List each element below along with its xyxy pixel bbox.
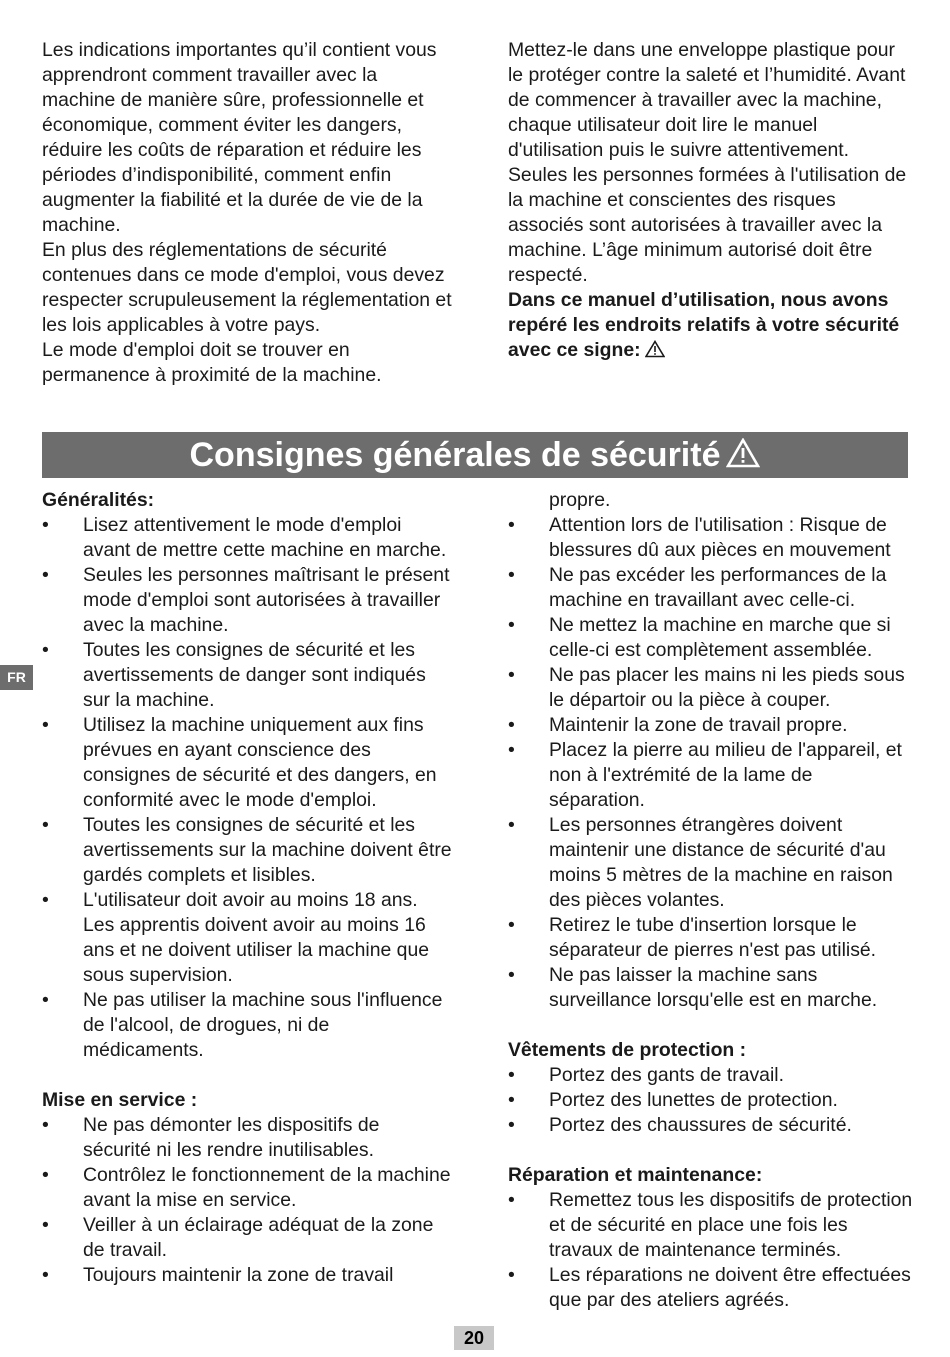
list-item: • Les personnes étrangères doivent maintenir une distance de sécurité d'au moins 5 mètres de la machine en raison des pièces volantes. <box>508 813 913 913</box>
main-right-column <box>508 488 913 1313</box>
list-item: • L'utilisateur doit avoir au moins 18 ans. Les apprentis doivent avoir au moins 16 ans et ne doivent utiliser la machine que sous supervision. <box>42 888 452 988</box>
page-number: 20 <box>454 1326 494 1350</box>
intro-left-column <box>42 38 452 388</box>
list-item: • Placez la pierre au milieu de l'appareil, et non à l'extrémité de la lame de séparation. <box>508 738 913 813</box>
list-item: • Contrôlez le fonctionnement de la machine avant la mise en service. <box>42 1163 452 1213</box>
section-heading-mise-en-service: Mise en service : <box>42 1089 198 1111</box>
list-item: • Ne pas démonter les dispositifs de sécurité ni les rendre inutilisables. <box>42 1113 452 1163</box>
list-item: • Portez des gants de travail. <box>508 1063 913 1088</box>
warning-triangle-icon <box>726 438 760 468</box>
intro-paragraph: Seules les personnes formées à l'utilisation de la machine et conscientes des risques associés sont autorisées à travailler avec la machine. L’âge minimum autorisé doit être respecté. <box>508 164 907 286</box>
list-item: • Les réparations ne doivent être effectuées que par des ateliers agréés. <box>508 1263 913 1313</box>
intro-right-column <box>508 38 913 363</box>
list-item: • Toutes les consignes de sécurité et les avertissements de danger sont indiqués sur la machine. <box>42 638 452 713</box>
section-heading-generalites: Généralités: <box>42 489 155 511</box>
list-item: • Remettez tous les dispositifs de protection et de sécurité en place une fois les travaux de maintenance terminés. <box>508 1188 913 1263</box>
list-item: • Utilisez la machine uniquement aux fins prévues en ayant conscience des consignes de sécurité et des dangers, en conformité avec le mode d'emploi. <box>42 713 452 813</box>
list-item: • Ne pas placer les mains ni les pieds sous le départoir ou la pièce à couper. <box>508 663 913 713</box>
list-item: • Seules les personnes maîtrisant le présent mode d'emploi sont autorisées à travailler avec la machine. <box>42 563 452 638</box>
section-heading-vetements: Vêtements de protection : <box>508 1039 747 1061</box>
list-item: • Ne mettez la machine en marche que si celle-ci est complètement assemblée. <box>508 613 913 663</box>
list-item: • Ne pas excéder les performances de la machine en travaillant avec celle-ci. <box>508 563 913 613</box>
mise-en-service-list-continued <box>508 513 913 1013</box>
vetements-list <box>508 1063 913 1138</box>
list-item: • Veiller à un éclairage adéquat de la zone de travail. <box>42 1213 452 1263</box>
list-item: • Ne pas laisser la machine sans surveillance lorsqu'elle est en marche. <box>508 963 913 1013</box>
list-item: • Ne pas utiliser la machine sous l'influence de l'alcool, de drogues, ni de médicaments. <box>42 988 452 1063</box>
safety-sign-note-text: Dans ce manuel d’utilisation, nous avons repéré les endroits relatifs à votre sécurité avec ce signe: <box>508 289 900 361</box>
banner-title: Consignes générales de sécurité <box>189 436 721 474</box>
generalites-list <box>42 513 452 1063</box>
language-tab: FR <box>0 665 33 690</box>
list-item: • Attention lors de l'utilisation : Risque de blessures dû aux pièces en mouvement <box>508 513 913 563</box>
list-item: • Lisez attentivement le mode d'emploi avant de mettre cette machine en marche. <box>42 513 452 563</box>
reparation-list <box>508 1188 913 1313</box>
list-item: • Portez des chaussures de sécurité. <box>508 1113 913 1138</box>
warning-triangle-icon <box>645 340 665 358</box>
list-item: • Maintenir la zone de travail propre. <box>508 713 913 738</box>
section-heading-reparation: Réparation et maintenance: <box>508 1164 763 1186</box>
intro-paragraph: Le mode d'emploi doit se trouver en permanence à proximité de la machine. <box>42 339 382 386</box>
list-item: • Portez des lunettes de protection. <box>508 1088 913 1113</box>
safety-sign-note <box>508 288 913 363</box>
section-banner <box>42 432 908 478</box>
intro-paragraph: Les indications importantes qu’il contient vous apprendront comment travailler avec la machine de manière sûre, professionnelle et économique, comment éviter les dangers, réduire les coûts de réparation et réduire les périodes d’indisponibilité, comment enfin augmenter la fiabilité et la durée de vie de la machine. <box>42 39 437 236</box>
intro-paragraph: Mettez-le dans une enveloppe plastique pour le protéger contre la saleté et l’humidité. Avant de commencer à travailler avec la machine, chaque utilisateur doit lire le manuel d'utilisation puis le suivre attentivement. <box>508 39 906 161</box>
list-item: • Toujours maintenir la zone de travail <box>42 1263 452 1288</box>
list-item-continuation: propre. <box>549 489 611 511</box>
mise-en-service-list <box>42 1113 452 1288</box>
intro-paragraph: En plus des réglementations de sécurité contenues dans ce mode d'emploi, vous devez respecter scrupuleusement la réglementation et les lois applicables à votre pays. <box>42 239 452 336</box>
list-item: • Retirez le tube d'insertion lorsque le séparateur de pierres n'est pas utilisé. <box>508 913 913 963</box>
main-left-column <box>42 488 452 1288</box>
list-item: • Toutes les consignes de sécurité et les avertissements sur la machine doivent être gardés complets et lisibles. <box>42 813 452 888</box>
